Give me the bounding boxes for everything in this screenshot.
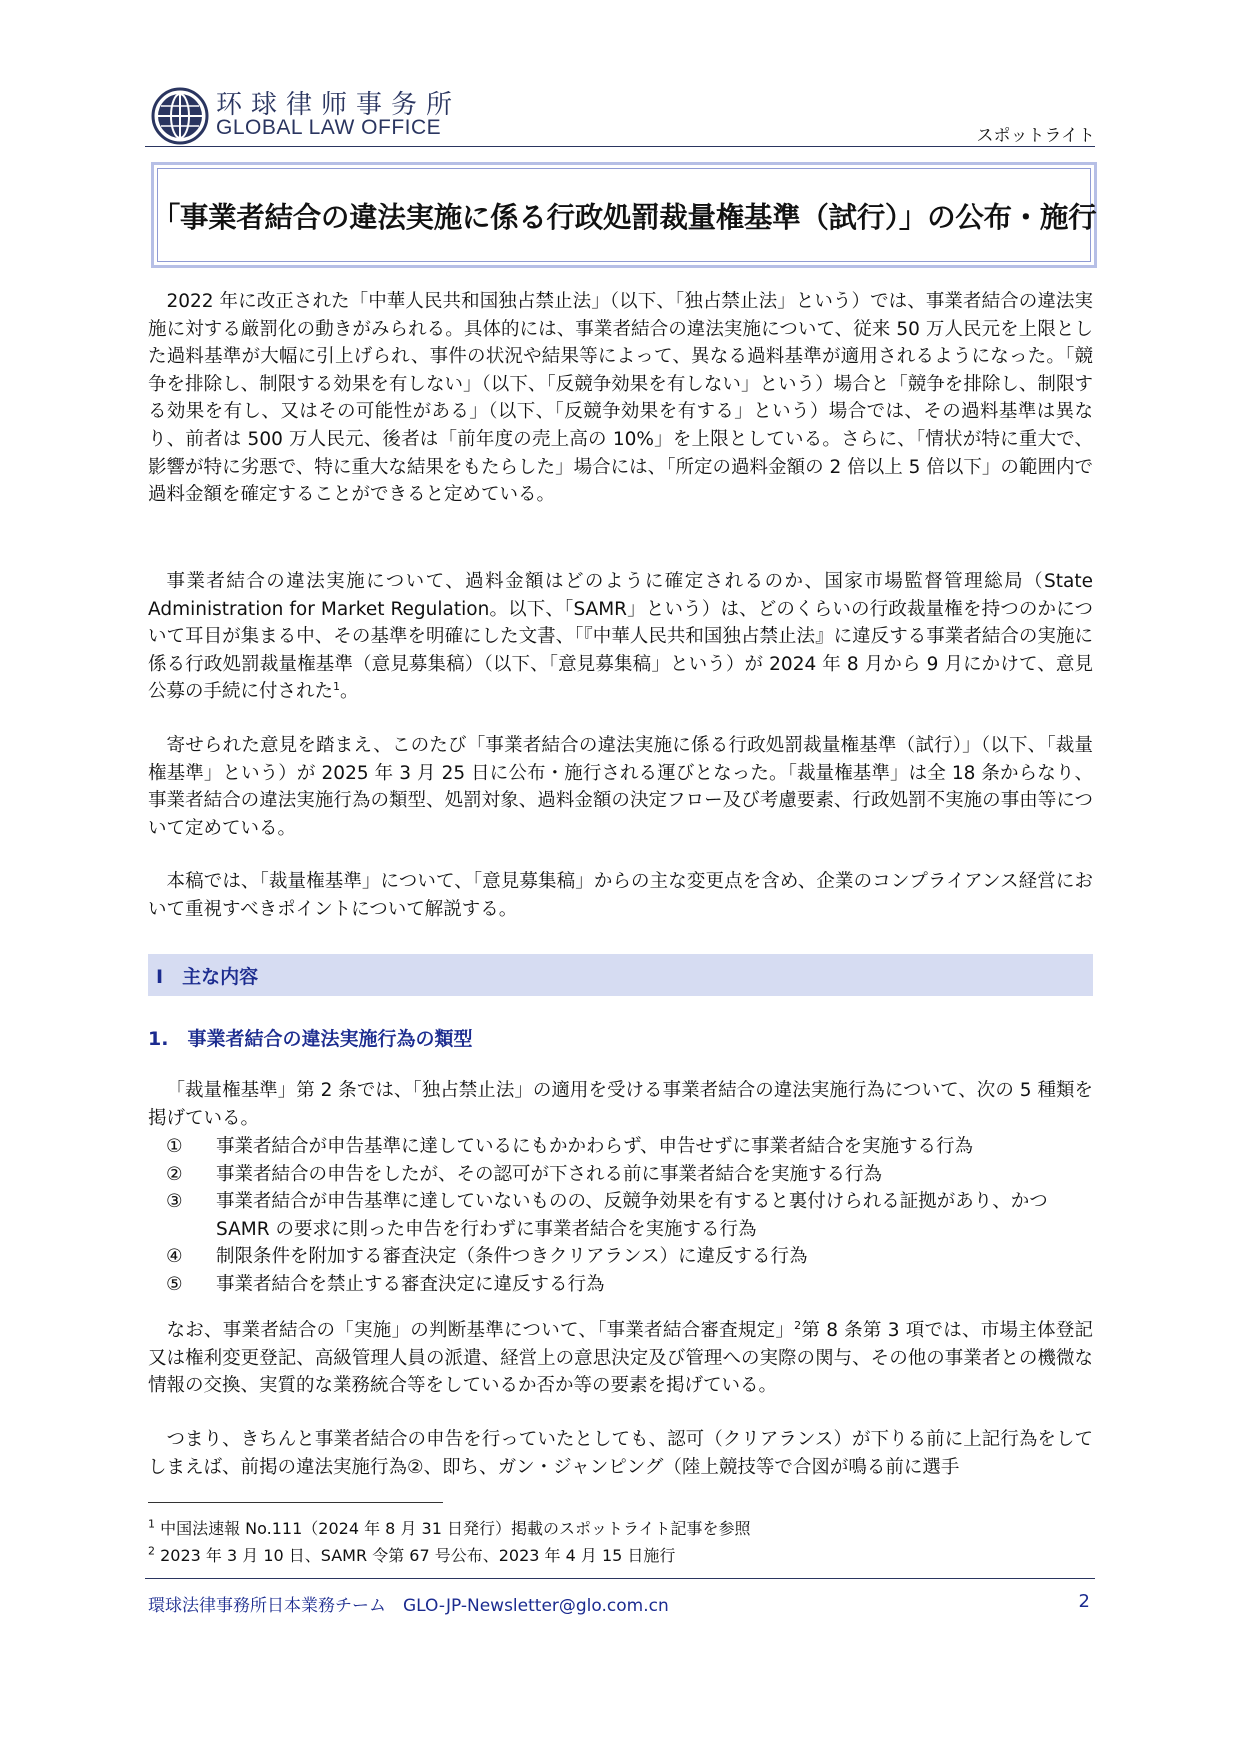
firm-name-en: GLOBAL LAW OFFICE <box>216 116 442 139</box>
firm-name-cn: 环球律师事务所 <box>216 90 462 120</box>
header-divider <box>145 146 1095 147</box>
footnote-1-text: 中国法速報 No.111（2024 年 8 月 31 日発行）掲載のスポットライト記事を参照 <box>160 1519 751 1538</box>
violation-type-list <box>166 1133 1101 1299</box>
list-item-text: 事業者結合を禁止する審査決定に違反する行為 <box>216 1273 605 1295</box>
footnote-divider <box>148 1502 443 1503</box>
intro-paragraph-2-end: 。 <box>340 681 359 703</box>
list-item-text: 制限条件を附加する審査決定（条件つきクリアランス）に違反する行為 <box>216 1246 808 1268</box>
footnote-2-text: 2023 年 3 月 10 日、SAMR 令第 67 号公布、2023 年 4 月 15 日施行 <box>160 1546 676 1565</box>
footnote-ref-1[interactable]: 1 <box>333 680 341 694</box>
footnote-1-number: 1 <box>148 1517 155 1531</box>
subsection-intro: 「裁量権基準」第 2 条では、「独占禁止法」の適用を受ける事業者結合の違法実施行為について、次の 5 種類を掲げている。 <box>148 1080 1093 1129</box>
body-paragraph-6: つまり、きちんと事業者結合の申告を行っていたとしても、認可（クリアランス）が下りる前に上記行為をしてしまえば、前掲の違法実施行為②、即ち、ガン・ジャンピング（陸上競技等で合図が鳴る前に選手 <box>148 1429 1093 1478</box>
list-item-number: ③ <box>166 1191 183 1213</box>
footnote-2 <box>148 1542 751 1569</box>
list-item <box>166 1133 1101 1161</box>
footer-divider <box>145 1578 1095 1579</box>
intro-paragraph-2-text: 事業者結合の違法実施について、過料金額はどのように確定されるのか、国家市場監督管理総局（State Administration for Market Regulation。以下、「SAMR」という）は、どのくらいの行政裁量権を持つのかについて耳目が集まる中、その基準を明確にした文書、「『中華人民共和国独占禁止法』に違反する事業者結合の実施に係る行政処罰裁量権基準（意見募集稿）（以下、「意見募集稿」という）が 2024 年 8 月から 9 月にかけて、意見公募の手続に付された <box>148 571 1093 703</box>
intro-paragraph-1: 2022 年に改正された「中華人民共和国独占禁止法」（以下、「独占禁止法」という）では、事業者結合の違法実施に対する厳罰化の動きがみられる。具体的には、事業者結合の違法実施について、従来 50 万人民元を上限とした過料基準が大幅に引上げられ、事件の状況や結果等によって、異なる過料基準が適用されるようになった。「競争を排除し、制限する効果を有しない」（以下、「反競争効果を有しない」という）場合と「競争を排除し、制限する効果を有し、又はその可能性がある」（以下、「反競争効果を有する」という）場合では、その過料基準は異なり、前者は 500 万人民元、後者は「前年度の売上高の 10%」を上限としている。さらに、「情状が特に重大で、影響が特に劣悪で、特に重大な結果をもたらした」場合には、「所定の過料金額の 2 倍以上 5 倍以下」の範囲内で過料金額を確定することができると定めている。 <box>148 291 1093 506</box>
body-paragraph-5 <box>148 1317 1093 1400</box>
title-box <box>151 162 1097 268</box>
footnote-2-number: 2 <box>148 1544 155 1558</box>
list-item-number: ② <box>166 1163 183 1185</box>
body-paragraph-5-text-a: なお、事業者結合の「実施」の判断基準について、「事業者結合審査規定」 <box>166 1320 795 1341</box>
list-item <box>166 1243 1101 1271</box>
list-item-number: ① <box>166 1136 183 1157</box>
subsection-heading: 1. 事業者結合の違法実施行為の類型 <box>148 1028 473 1050</box>
page-number: 2 <box>1078 1591 1090 1612</box>
page-title: 「事業者結合の違法実施に係る行政処罰裁量権基準（試行）」の公布・施行 <box>151 200 1097 234</box>
body-paragraph-5-text-b: 第 8 条第 3 項では、市場主体登記又は権利変更登記、高級管理人員の派遣、経営上の意思決定及び管理への実際の関与、その他の事業者との機微な情報の交換、実質的な業務統合等をしているか否か等の要素を掲げている。 <box>148 1320 1093 1397</box>
intro-paragraph-2 <box>148 568 1093 706</box>
footnote-1 <box>148 1515 751 1542</box>
section-tag: スポットライト <box>976 126 1095 146</box>
footnote-ref-2[interactable]: 2 <box>794 1318 802 1332</box>
list-item-text: 事業者結合が申告基準に達しているにもかかわらず、申告せずに事業者結合を実施する行為 <box>216 1136 974 1157</box>
intro-paragraph-3: 寄せられた意見を踏まえ、このたび「事業者結合の違法実施に係る行政処罰裁量権基準（試行）」（以下、「裁量権基準」という）が 2025 年 3 月 25 日に公布・施行される運びとなった。「裁量権基準」は全 18 条からなり、事業者結合の違法実施行為の類型、処罰対象、過料金額の決定フロー及び考慮要素、行政処罰不実施の事由等について定めている。 <box>148 735 1093 839</box>
globe-icon <box>150 86 210 146</box>
list-item-text: 事業者結合が申告基準に達していないものの、反競争効果を有すると裏付けられる証拠があり、かつ SAMR の要求に則った申告を行わずに事業者結合を実施する行為 <box>216 1191 1048 1240</box>
list-item <box>166 1188 1101 1243</box>
list-item-number: ⑤ <box>166 1273 183 1295</box>
section-heading: I 主な内容 <box>148 954 1093 996</box>
footer-contact[interactable]: 環球法律事務所日本業務チーム GLO-JP-Newsletter@glo.com.cn <box>148 1596 669 1616</box>
title-frame <box>151 168 1097 262</box>
list-item <box>166 1271 1101 1299</box>
list-item-text: 事業者結合の申告をしたが、その認可が下される前に事業者結合を実施する行為 <box>216 1163 883 1185</box>
list-item <box>166 1161 1101 1189</box>
footnotes <box>148 1515 751 1569</box>
list-item-number: ④ <box>166 1246 183 1268</box>
intro-paragraph-4: 本稿では、「裁量権基準」について、「意見募集稿」からの主な変更点を含め、企業のコンプライアンス経営において重視すべきポイントについて解説する。 <box>148 871 1093 920</box>
